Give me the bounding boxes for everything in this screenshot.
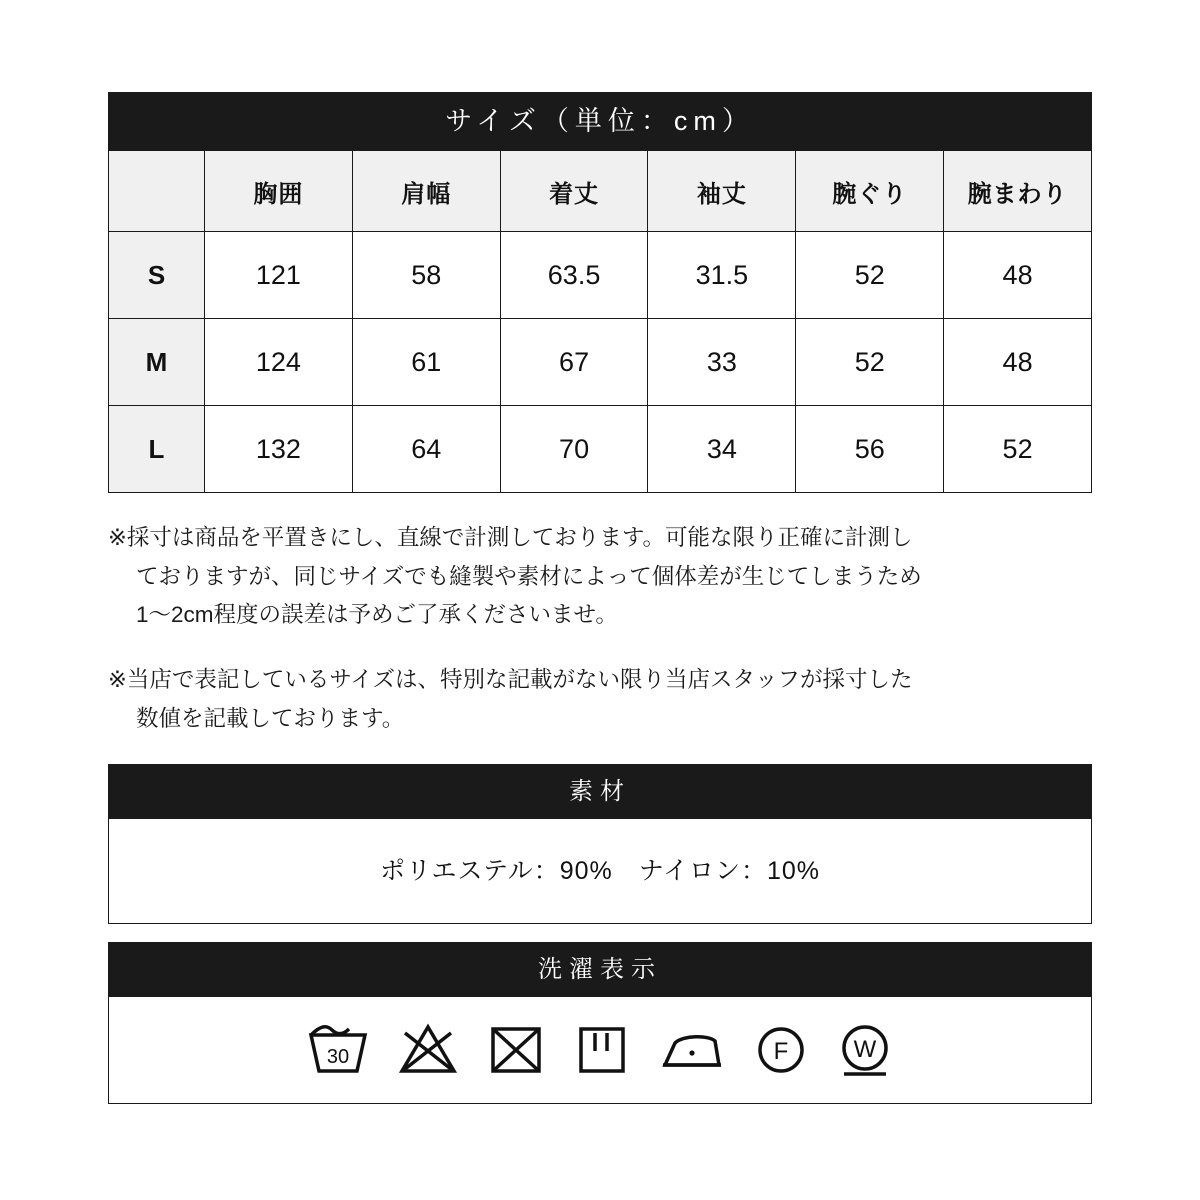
dry-clean-f-icon	[753, 1019, 809, 1077]
note-measurement	[108, 519, 1092, 635]
note-measurement-line2: ておりますが、同じサイズでも縫製や素材によって個体差が生じてしまうため	[136, 563, 922, 589]
no-tumble-dry-icon	[487, 1019, 545, 1077]
size-cell-l-sleeve: 34	[648, 406, 796, 493]
size-table-col-armhole: 腕ぐり	[796, 151, 944, 232]
drip-dry-in-shade-icon	[573, 1019, 631, 1077]
size-cell-m-bust: 124	[205, 319, 353, 406]
note-staff-line2: 数値を記載しております。	[136, 705, 405, 731]
size-cell-s-bust: 121	[205, 232, 353, 319]
note-staff	[108, 661, 1092, 738]
size-cell-m-shoulder: 61	[352, 319, 500, 406]
wash-section-title: 洗濯表示	[109, 943, 1091, 997]
table-row	[109, 319, 1092, 406]
size-row-label-l: L	[109, 406, 205, 493]
wash-tub-30-icon	[307, 1019, 369, 1077]
size-cell-m-sleeve: 33	[648, 319, 796, 406]
size-cell-s-length: 63.5	[500, 232, 648, 319]
material-text: ポリエステル：90% ナイロン：10%	[109, 819, 1091, 923]
size-table-col-shoulder: 肩幅	[352, 151, 500, 232]
dry-clean-letter: F	[773, 1038, 789, 1066]
size-cell-m-armhole: 52	[796, 319, 944, 406]
size-section	[108, 92, 1092, 493]
wash-section	[108, 942, 1092, 1104]
size-cell-l-shoulder: 64	[352, 406, 500, 493]
size-cell-s-sleeve: 31.5	[648, 232, 796, 319]
note-measurement-line1: ※採寸は商品を平置きにし、直線で計測しております。可能な限り正確に計測し	[108, 525, 913, 550]
size-cell-m-armcircumference: 48	[944, 319, 1092, 406]
size-cell-l-length: 70	[500, 406, 648, 493]
size-table-corner-cell	[109, 151, 205, 232]
wash-icons-container	[109, 997, 1091, 1103]
size-table-col-length: 着丈	[500, 151, 648, 232]
no-bleach-icon	[397, 1019, 459, 1077]
size-table-col-armcircumference: 腕まわり	[944, 151, 1092, 232]
table-row	[109, 232, 1092, 319]
size-cell-s-armcircumference: 48	[944, 232, 1092, 319]
size-cell-m-length: 67	[500, 319, 648, 406]
note-staff-line1: ※当店で表記しているサイズは、特別な記載がない限り当店スタッフが採寸した	[108, 667, 913, 693]
product-size-sheet	[108, 92, 1092, 1104]
measurement-notes	[108, 519, 1092, 738]
note-measurement-line3: 1〜2cm程度の誤差は予めご了承くださいませ。	[136, 602, 618, 628]
size-table-col-sleeve: 袖丈	[648, 151, 796, 232]
size-table-header-row	[109, 151, 1092, 232]
iron-low-icon	[659, 1019, 725, 1077]
wash-icon-row	[109, 1019, 1091, 1077]
size-cell-l-armcircumference: 52	[944, 406, 1092, 493]
material-section-title: 素材	[109, 765, 1091, 819]
size-cell-l-bust: 132	[205, 406, 353, 493]
wash-tub-temp-label: 30	[326, 1046, 350, 1069]
size-section-title: サイズ（単位：cm）	[108, 92, 1092, 150]
size-row-label-m: M	[109, 319, 205, 406]
material-section	[108, 764, 1092, 924]
table-row	[109, 406, 1092, 493]
wet-clean-w-icon	[837, 1019, 893, 1077]
size-cell-l-armhole: 56	[796, 406, 944, 493]
size-table-col-bust: 胸囲	[205, 151, 353, 232]
size-row-label-s: S	[109, 232, 205, 319]
size-cell-s-armhole: 52	[796, 232, 944, 319]
size-table	[108, 150, 1092, 493]
size-cell-s-shoulder: 58	[352, 232, 500, 319]
wet-clean-letter: W	[853, 1036, 877, 1064]
